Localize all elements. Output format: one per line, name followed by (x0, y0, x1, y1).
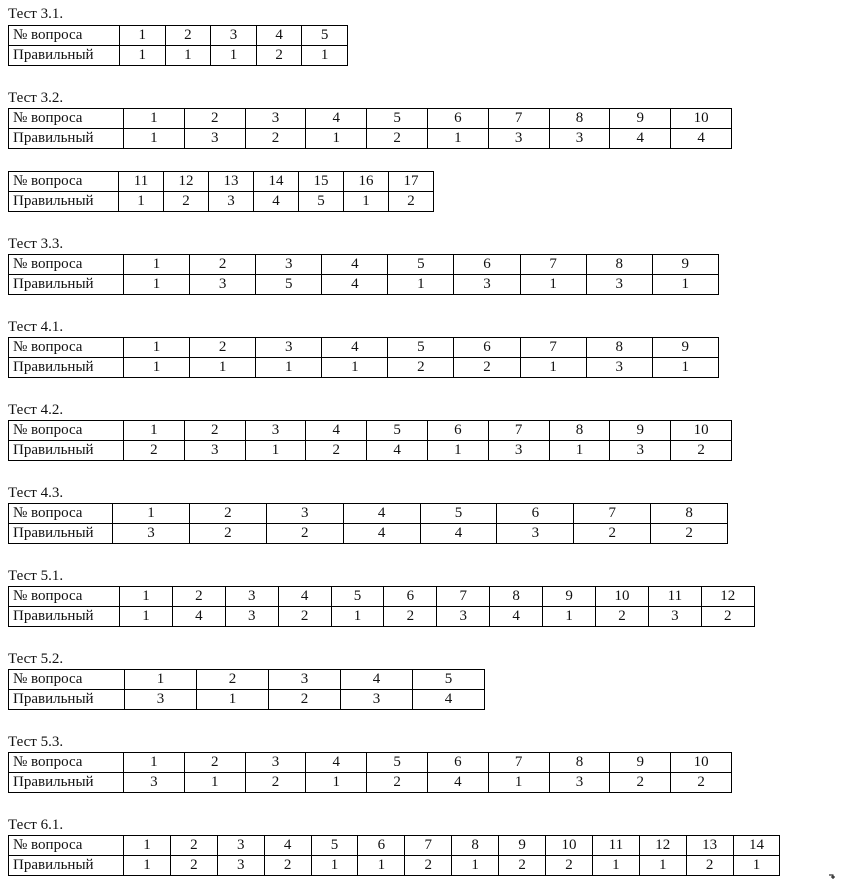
answer-value: 2 (367, 773, 428, 793)
question-number: 2 (184, 421, 245, 441)
answer-value: 1 (452, 856, 499, 876)
question-number: 4 (256, 26, 302, 46)
answer-value: 4 (367, 441, 428, 461)
answer-value: 3 (209, 192, 254, 212)
question-number: 10 (671, 421, 732, 441)
question-number: 7 (488, 753, 549, 773)
question-number: 6 (454, 255, 520, 275)
question-number: 9 (499, 836, 546, 856)
question-number: 8 (490, 587, 543, 607)
question-number: 9 (652, 255, 718, 275)
question-number: 5 (413, 670, 485, 690)
answer-value: 1 (639, 856, 686, 876)
question-number: 11 (648, 587, 701, 607)
question-number: 4 (343, 504, 420, 524)
question-row (9, 26, 348, 46)
answer-row (9, 46, 348, 66)
question-number: 2 (197, 670, 269, 690)
question-number: 5 (388, 255, 454, 275)
answer-row (9, 129, 732, 149)
answer-value: 2 (388, 358, 454, 378)
question-number: 7 (488, 109, 549, 129)
question-row (9, 338, 719, 358)
question-row-label: № вопроса (9, 172, 119, 192)
question-number: 4 (264, 836, 311, 856)
question-number: 1 (125, 670, 197, 690)
question-row-label: № вопроса (9, 836, 124, 856)
question-number: 2 (190, 338, 256, 358)
answer-table-3-1 (8, 25, 348, 66)
question-number: 7 (520, 255, 586, 275)
answer-table-5-2 (8, 669, 485, 710)
answer-value: 2 (574, 524, 651, 544)
question-number: 3 (256, 255, 322, 275)
test-title-4-2: Тест 4.2. (8, 402, 64, 418)
question-number: 5 (302, 26, 348, 46)
answer-value: 3 (610, 441, 671, 461)
answer-value: 2 (164, 192, 209, 212)
question-number: 1 (124, 753, 185, 773)
question-row (9, 504, 728, 524)
answer-row (9, 275, 719, 295)
question-number: 2 (165, 26, 211, 46)
answer-value: 1 (733, 856, 780, 876)
question-number: 7 (405, 836, 452, 856)
answer-value: 3 (113, 524, 190, 544)
question-number: 2 (189, 504, 266, 524)
answer-table-4-1 (8, 337, 719, 378)
question-number: 6 (497, 504, 574, 524)
question-row-label: № вопроса (9, 504, 113, 524)
answer-table-3-2-part-2 (8, 171, 434, 212)
question-number: 1 (120, 26, 166, 46)
question-row-label: № вопроса (9, 255, 124, 275)
question-number: 8 (452, 836, 499, 856)
answer-value: 1 (306, 129, 367, 149)
answer-value: 3 (225, 607, 278, 627)
answer-value: 3 (549, 773, 610, 793)
answer-value: 2 (671, 441, 732, 461)
answer-row (9, 192, 434, 212)
answer-value: 1 (165, 46, 211, 66)
question-number: 8 (586, 255, 652, 275)
answer-value: 1 (311, 856, 358, 876)
question-number: 12 (639, 836, 686, 856)
answer-value: 2 (610, 773, 671, 793)
answer-value: 4 (413, 690, 485, 710)
answer-value: 2 (367, 129, 428, 149)
answer-value: 3 (217, 856, 264, 876)
answer-value: 3 (549, 129, 610, 149)
answer-value: 1 (549, 441, 610, 461)
question-row (9, 670, 485, 690)
answer-value: 5 (256, 275, 322, 295)
question-number: 3 (245, 109, 306, 129)
question-number: 1 (124, 421, 185, 441)
answer-value: 1 (256, 358, 322, 378)
question-number: 3 (256, 338, 322, 358)
question-row (9, 753, 732, 773)
answer-row-label: Правильный (9, 192, 119, 212)
answer-value: 2 (170, 856, 217, 876)
answer-table-4-3 (8, 503, 728, 544)
question-number: 4 (278, 587, 331, 607)
question-number: 1 (124, 836, 171, 856)
answer-value: 1 (306, 773, 367, 793)
question-number: 1 (124, 109, 185, 129)
answer-value: 3 (488, 129, 549, 149)
question-number: 8 (586, 338, 652, 358)
question-number: 6 (384, 587, 437, 607)
answer-value: 1 (331, 607, 384, 627)
question-number: 4 (306, 421, 367, 441)
answer-value: 1 (119, 192, 164, 212)
answer-row-label: Правильный (9, 773, 124, 793)
test-title-5-3: Тест 5.3. (8, 734, 64, 750)
question-number: 10 (671, 109, 732, 129)
question-number: 5 (388, 338, 454, 358)
question-number: 6 (427, 109, 488, 129)
answer-value: 1 (120, 46, 166, 66)
answer-row (9, 690, 485, 710)
question-number: 9 (610, 109, 671, 129)
question-number: 4 (322, 338, 388, 358)
answer-value: 2 (306, 441, 367, 461)
question-number: 1 (124, 255, 190, 275)
answer-value: 1 (302, 46, 348, 66)
question-number: 1 (113, 504, 190, 524)
question-row (9, 836, 780, 856)
test-title-3-2: Тест 3.2. (8, 90, 64, 106)
question-row-label: № вопроса (9, 421, 124, 441)
answer-value: 2 (384, 607, 437, 627)
answer-value: 3 (586, 358, 652, 378)
answer-value: 2 (686, 856, 733, 876)
question-number: 5 (367, 753, 428, 773)
answer-value: 1 (488, 773, 549, 793)
answer-value: 2 (701, 607, 754, 627)
question-number: 9 (610, 753, 671, 773)
answer-value: 2 (405, 856, 452, 876)
answer-value: 1 (520, 358, 586, 378)
test-title-5-2: Тест 5.2. (8, 651, 64, 667)
question-number: 2 (184, 109, 245, 129)
answer-table-5-1 (8, 586, 755, 627)
answer-value: 1 (245, 441, 306, 461)
question-number: 2 (184, 753, 245, 773)
answer-value: 1 (124, 856, 171, 876)
question-number: 4 (306, 753, 367, 773)
answer-value: 2 (256, 46, 302, 66)
answer-value: 1 (652, 358, 718, 378)
answer-value: 2 (245, 129, 306, 149)
answer-value: 3 (437, 607, 490, 627)
answer-row-label: Правильный (9, 856, 124, 876)
question-number: 7 (437, 587, 490, 607)
answer-row-label: Правильный (9, 358, 124, 378)
answer-value: 4 (343, 524, 420, 544)
question-number: 6 (427, 421, 488, 441)
answer-table-3-2-part-1 (8, 108, 732, 149)
answer-table-3-3 (8, 254, 719, 295)
answer-value: 1 (358, 856, 405, 876)
question-number: 14 (254, 172, 299, 192)
question-number: 3 (245, 753, 306, 773)
answer-row (9, 358, 719, 378)
question-number: 6 (427, 753, 488, 773)
answer-value: 3 (488, 441, 549, 461)
question-number: 5 (367, 109, 428, 129)
answer-value: 3 (124, 773, 185, 793)
answer-value: 4 (420, 524, 497, 544)
question-number: 3 (245, 421, 306, 441)
answer-value: 1 (592, 856, 639, 876)
test-title-3-3: Тест 3.3. (8, 236, 64, 252)
question-row-label: № вопроса (9, 587, 120, 607)
question-row-label: № вопроса (9, 26, 120, 46)
question-row-label: № вопроса (9, 670, 125, 690)
answer-row (9, 773, 732, 793)
question-row-label: № вопроса (9, 109, 124, 129)
answer-value: 3 (184, 441, 245, 461)
question-row (9, 421, 732, 441)
answer-value: 4 (671, 129, 732, 149)
question-number: 13 (686, 836, 733, 856)
question-row (9, 109, 732, 129)
answer-table-4-2 (8, 420, 732, 461)
answer-value: 2 (266, 524, 343, 544)
question-number: 3 (225, 587, 278, 607)
answer-value: 2 (596, 607, 649, 627)
answer-value: 2 (124, 441, 185, 461)
answer-value: 3 (586, 275, 652, 295)
answer-value: 5 (299, 192, 344, 212)
question-number: 8 (549, 109, 610, 129)
answer-value: 4 (322, 275, 388, 295)
question-number: 5 (311, 836, 358, 856)
question-number: 3 (217, 836, 264, 856)
question-number: 7 (574, 504, 651, 524)
question-number: 17 (389, 172, 434, 192)
answer-value: 1 (388, 275, 454, 295)
answer-value: 2 (189, 524, 266, 544)
question-number: 3 (269, 670, 341, 690)
question-number: 1 (120, 587, 173, 607)
answer-value: 1 (427, 129, 488, 149)
question-number: 6 (454, 338, 520, 358)
question-number: 10 (671, 753, 732, 773)
question-row (9, 587, 755, 607)
question-row (9, 172, 434, 192)
answer-value: 1 (124, 358, 190, 378)
answer-table-6-1 (8, 835, 780, 876)
answer-value: 1 (124, 129, 185, 149)
question-row-label: № вопроса (9, 753, 124, 773)
test-title-4-3: Тест 4.3. (8, 485, 64, 501)
answer-value: 3 (648, 607, 701, 627)
answer-value: 1 (520, 275, 586, 295)
question-number: 1 (124, 338, 190, 358)
answer-value: 2 (454, 358, 520, 378)
answer-row (9, 856, 780, 876)
answer-value: 1 (190, 358, 256, 378)
question-number: 9 (543, 587, 596, 607)
answer-row (9, 607, 755, 627)
answer-value: 2 (278, 607, 331, 627)
answer-value: 1 (120, 607, 173, 627)
question-number: 7 (520, 338, 586, 358)
question-number: 4 (306, 109, 367, 129)
answer-value: 1 (543, 607, 596, 627)
answer-row-label: Правильный (9, 524, 113, 544)
question-number: 5 (367, 421, 428, 441)
question-number: 2 (170, 836, 217, 856)
question-number: 15 (299, 172, 344, 192)
question-number: 10 (546, 836, 593, 856)
answer-value: 4 (610, 129, 671, 149)
question-number: 9 (610, 421, 671, 441)
answer-value: 1 (211, 46, 257, 66)
answer-value: 2 (651, 524, 728, 544)
answer-value: 1 (124, 275, 190, 295)
answer-value: 2 (671, 773, 732, 793)
answer-value: 1 (344, 192, 389, 212)
answer-row-label: Правильный (9, 275, 124, 295)
question-number: 7 (488, 421, 549, 441)
answer-value: 1 (322, 358, 388, 378)
answer-row (9, 441, 732, 461)
answer-value: 3 (497, 524, 574, 544)
answer-row-label: Правильный (9, 46, 120, 66)
answer-value: 1 (652, 275, 718, 295)
answer-value: 2 (546, 856, 593, 876)
question-number: 8 (651, 504, 728, 524)
answer-value: 2 (264, 856, 311, 876)
answer-value: 3 (454, 275, 520, 295)
question-number: 6 (358, 836, 405, 856)
answer-table-5-3 (8, 752, 732, 793)
answer-value: 3 (190, 275, 256, 295)
answer-row (9, 524, 728, 544)
answer-value: 4 (427, 773, 488, 793)
test-title-4-1: Тест 4.1. (8, 319, 64, 335)
question-number: 3 (266, 504, 343, 524)
answer-value: 3 (184, 129, 245, 149)
answer-row-label: Правильный (9, 690, 125, 710)
answer-value: 2 (269, 690, 341, 710)
answer-value: 1 (197, 690, 269, 710)
question-number: 5 (331, 587, 384, 607)
question-row-label: № вопроса (9, 338, 124, 358)
question-number: 14 (733, 836, 780, 856)
question-number: 11 (119, 172, 164, 192)
question-number: 12 (164, 172, 209, 192)
question-number: 2 (172, 587, 225, 607)
test-title-3-1: Тест 3.1. (8, 6, 64, 22)
question-number: 13 (209, 172, 254, 192)
question-number: 11 (592, 836, 639, 856)
answer-value: 2 (245, 773, 306, 793)
question-number: 4 (322, 255, 388, 275)
answer-value: 3 (341, 690, 413, 710)
resize-grip-icon (828, 872, 837, 881)
question-number: 9 (652, 338, 718, 358)
answer-value: 1 (184, 773, 245, 793)
question-number: 10 (596, 587, 649, 607)
answer-value: 4 (254, 192, 299, 212)
answer-value: 3 (125, 690, 197, 710)
answer-value: 2 (499, 856, 546, 876)
answer-value: 4 (172, 607, 225, 627)
answer-value: 2 (389, 192, 434, 212)
question-number: 12 (701, 587, 754, 607)
answer-value: 4 (490, 607, 543, 627)
question-number: 8 (549, 421, 610, 441)
question-number: 2 (190, 255, 256, 275)
question-number: 16 (344, 172, 389, 192)
question-row (9, 255, 719, 275)
question-number: 8 (549, 753, 610, 773)
test-title-6-1: Тест 6.1. (8, 817, 64, 833)
answer-row-label: Правильный (9, 129, 124, 149)
question-number: 4 (341, 670, 413, 690)
question-number: 3 (211, 26, 257, 46)
answer-row-label: Правильный (9, 441, 124, 461)
answer-value: 1 (427, 441, 488, 461)
question-number: 5 (420, 504, 497, 524)
answer-row-label: Правильный (9, 607, 120, 627)
test-title-5-1: Тест 5.1. (8, 568, 64, 584)
